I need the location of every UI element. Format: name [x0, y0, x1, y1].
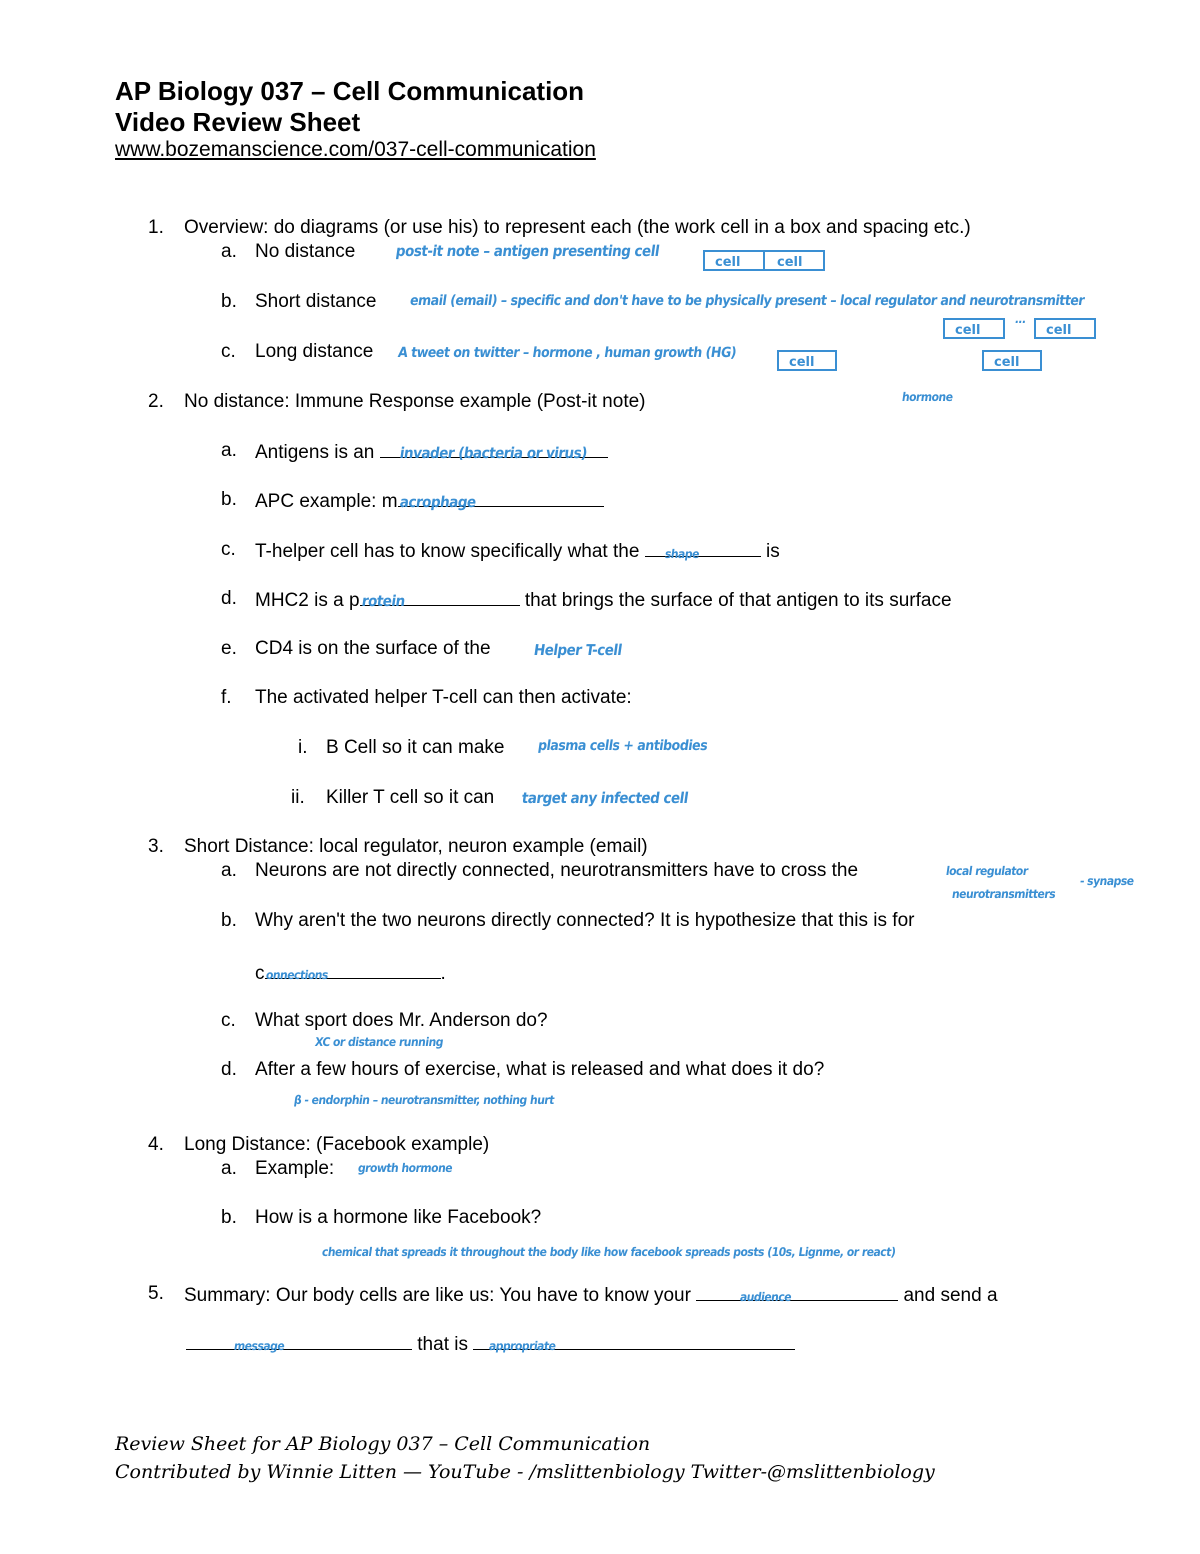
q1-a-text: No distance: [255, 241, 356, 262]
cell-box-long-2: [982, 350, 1042, 371]
q3-b-answer: onnections: [264, 968, 329, 982]
q2-f-label: f.: [221, 687, 232, 708]
q2-a-blank: [380, 439, 608, 462]
hormone-note: hormone: [901, 390, 954, 404]
footer-line-2: Contributed by Winnie Litten — YouTube - /mslittenbiology Twitter-@mslittenbiology: [115, 1461, 935, 1483]
q2-d-blank: [360, 587, 520, 610]
q2-i-text: B Cell so it can make: [326, 737, 505, 758]
question-number-3: 3.: [148, 836, 164, 857]
q3-c-label: c.: [221, 1010, 236, 1031]
q4-b-label: b.: [221, 1207, 237, 1228]
q3-d-answer: β - endorphin – neurotransmitter, nothing hurt: [293, 1093, 555, 1107]
cell-box-label: cell: [994, 355, 1020, 370]
q2-e-label: e.: [221, 638, 237, 659]
q2-a-label: a.: [221, 440, 237, 461]
q2-b-line: [255, 488, 604, 514]
q2-b-prompt: APC example: m: [255, 491, 398, 512]
q2-d-suffix: that brings the surface of that antigen to its surface: [524, 590, 952, 611]
q5-mid-text-2: that is: [417, 1334, 468, 1355]
question-number-2: 2.: [148, 391, 164, 412]
q2-d-answer: rotein: [360, 592, 406, 610]
q2-c-suffix: is: [765, 541, 780, 562]
q4-b-answer: chemical that spreads it throughout the body like how facebook spreads posts (10s, Lignme, or react): [321, 1245, 897, 1259]
q5-line-1: [184, 1282, 998, 1308]
question-2-text: No distance: Immune Response example (Post-it note): [184, 391, 646, 412]
q2-d-label: d.: [221, 588, 237, 609]
q5-answer-3: appropriate: [488, 1339, 557, 1353]
q5-answer-2: message: [233, 1339, 286, 1353]
cell-box-label: cell: [789, 355, 815, 370]
dots-mark: ...: [1014, 312, 1027, 326]
cell-pair-diagram-no-distance: [703, 250, 825, 271]
q2-ii-answer: target any infected cell: [520, 789, 690, 807]
q1-b-answer: email (email) – specific and don't have to be physically present – local regulator and neurotransmitter: [408, 293, 1086, 309]
cell-box-label: cell: [1046, 323, 1072, 338]
q3-a-text: Neurons are not directly connected, neurotransmitters have to cross the: [255, 860, 859, 881]
q4-b-text: How is a hormone like Facebook?: [255, 1207, 542, 1228]
q2-c-answer: shape: [663, 547, 700, 561]
q2-b-blank: [398, 488, 604, 511]
q5-answer-1: audience: [739, 1290, 793, 1304]
q2-ii-label: ii.: [291, 787, 305, 808]
question-1-text: Overview: do diagrams (or use his) to represent each (the work cell in a box and spacing etc.): [184, 217, 971, 238]
q3-b-label: b.: [221, 910, 237, 931]
source-link[interactable]: www.bozemanscience.com/037-cell-communication: [115, 138, 596, 161]
q3-b-prompt: c: [255, 963, 265, 984]
q2-c-label: c.: [221, 539, 236, 560]
q4-a-text: Example:: [255, 1158, 335, 1179]
q2-e-answer: Helper T-cell: [532, 641, 624, 659]
q2-a-prompt: Antigens is an: [255, 442, 375, 463]
q3-c-answer: XC or distance running: [314, 1035, 445, 1049]
q5-blank-2: [186, 1331, 412, 1353]
cell-box-short-2: [1034, 318, 1096, 339]
cell-box-long-1: [777, 350, 837, 371]
q3-a-answer-2: neurotransmitters: [951, 887, 1057, 901]
q5-blank-1: [696, 1282, 898, 1304]
q2-a-line: [255, 439, 608, 465]
question-number-4: 4.: [148, 1134, 164, 1155]
q2-e-text: CD4 is on the surface of the: [255, 638, 491, 659]
q1-a-answer: post-it note – antigen presenting cell: [394, 242, 661, 260]
q1-c-answer: A tweet on twitter – hormone , human growth (HG): [396, 345, 738, 361]
q3-d-label: d.: [221, 1059, 237, 1080]
footer-line-1: Review Sheet for AP Biology 037 – Cell Communication: [115, 1433, 651, 1455]
q2-c-line: [255, 538, 780, 564]
q3-b-period: .: [440, 963, 446, 984]
question-number-5: 5.: [148, 1283, 164, 1304]
q1-a-label: a.: [221, 241, 237, 262]
q4-a-label: a.: [221, 1158, 237, 1179]
q4-a-answer: growth hormone: [357, 1161, 454, 1175]
q2-ii-text: Killer T cell so it can: [326, 787, 495, 808]
q5-prompt: Summary: Our body cells are like us: You have to know your: [184, 1285, 691, 1306]
q3-b-fill-line: [255, 960, 446, 986]
cell-box-label: cell: [777, 255, 803, 270]
q2-b-label: b.: [221, 489, 237, 510]
q5-blank-3: [473, 1331, 795, 1353]
q2-d-prompt: MHC2 is a p: [255, 590, 360, 611]
q1-c-label: c.: [221, 341, 236, 362]
q5-line-2: [186, 1331, 795, 1357]
cell-box-label: cell: [955, 323, 981, 338]
q2-a-answer: invader (bacteria or virus): [398, 444, 588, 462]
q2-d-line: [255, 587, 952, 613]
cell-divider: [763, 252, 765, 269]
question-4-text: Long Distance: (Facebook example): [184, 1134, 490, 1155]
cell-box-label: cell: [715, 255, 741, 270]
q2-c-prompt: T-helper cell has to know specifically what the: [255, 541, 640, 562]
q3-a-answer-1: local regulator: [945, 864, 1029, 878]
page-title: AP Biology 037 – Cell Communication: [115, 76, 585, 106]
page-subtitle: Video Review Sheet: [115, 107, 361, 137]
q3-b-text: Why aren't the two neurons directly connected? It is hypothesize that this is for: [255, 910, 915, 931]
q3-c-text: What sport does Mr. Anderson do?: [255, 1010, 548, 1031]
q2-f-text: The activated helper T-cell can then activate:: [255, 687, 632, 708]
q2-i-answer: plasma cells + antibodies: [536, 738, 709, 754]
q5-mid-text: and send a: [903, 1285, 998, 1306]
q2-b-answer: acrophage: [398, 493, 477, 511]
q3-a-answer-3: - synapse: [1079, 874, 1135, 888]
question-3-text: Short Distance: local regulator, neuron example (email): [184, 836, 648, 857]
q2-c-blank: [645, 538, 761, 561]
q3-d-text: After a few hours of exercise, what is released and what does it do?: [255, 1059, 825, 1080]
q3-b-blank: [264, 960, 441, 982]
cell-box-short-1: [943, 318, 1005, 339]
q3-a-label: a.: [221, 860, 237, 881]
question-number-1: 1.: [148, 217, 164, 238]
q2-i-label: i.: [298, 737, 308, 758]
q1-b-label: b.: [221, 291, 237, 312]
q1-c-text: Long distance: [255, 341, 374, 362]
q1-b-text: Short distance: [255, 291, 377, 312]
